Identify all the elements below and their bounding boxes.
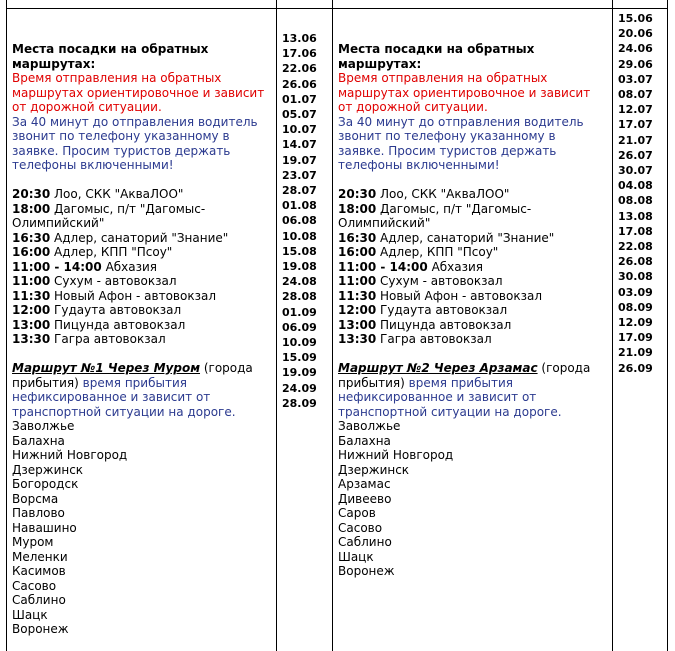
route2-note: время прибытия нефиксированное и зависит от транспортной ситуации на дороге. [338,375,562,419]
city-item: Шацк [12,607,48,622]
route1-dates [282,31,317,411]
date-item: 24.09 [282,381,317,395]
stop-time: 11:00 [338,274,377,288]
stop-time: 16:30 [12,230,51,245]
stop-time: 12:00 [12,303,51,317]
stop-time: 11:00 [12,274,51,288]
date-item: 30.07 [618,164,653,178]
date-item: 19.07 [282,153,317,167]
city-item: Муром [12,535,54,549]
date-item: 01.08 [282,199,317,213]
stop-time: 13:30 [12,332,51,346]
route1-suffix: (города прибытия) [12,361,253,390]
stop-time: 18:00 [338,201,377,216]
city-item: Саблино [12,593,66,607]
stop-place: Абхазия [431,259,484,274]
date-item: 24.06 [618,42,653,56]
stop-place: Адлер, КПП "Псоу" [54,245,173,259]
stop-time: 11:30 [12,288,51,303]
date-item: 12.07 [618,103,653,117]
stop-place: Пицунда автовокзал [380,317,512,332]
stop-time: 12:00 [338,303,377,317]
stop-time: 13:00 [338,317,377,332]
date-item: 12.09 [618,316,653,330]
date-item: 08.09 [618,300,653,314]
boarding-stop [12,202,277,231]
boarding-stop [338,318,603,333]
date-item: 10.09 [282,336,317,350]
date-item: 20.06 [618,27,653,41]
city-item: Балахна [338,433,391,448]
route2-cities [338,419,603,579]
date-item: 26.09 [618,361,653,375]
route1-column [12,42,277,637]
date-item: 26.07 [618,148,653,162]
stop-place: Гудаута автовокзал [54,303,182,317]
city-item: Дзержинск [338,462,410,477]
boarding-title: Места посадки на обратных маршрутах: [12,42,209,71]
stop-place: Гагра автовокзал [380,332,492,346]
boarding-stop [338,274,603,289]
stop-place: Пицунда автовокзал [54,317,186,332]
boarding-stop [12,187,277,202]
date-item: 24.08 [282,275,317,289]
date-item: 28.08 [282,290,317,304]
city-item: Павлово [12,506,65,520]
boarding-stop [338,303,603,318]
boarding-stop [12,303,277,318]
boarding-title-2: Места посадки на обратных маршрутах: [338,42,535,71]
stop-time: 20:30 [12,187,51,201]
date-item: 22.08 [618,240,653,254]
date-item: 03.07 [618,72,653,86]
date-item: 22.06 [282,62,317,76]
date-item: 30.08 [618,270,653,284]
boarding-stops-2 [338,187,603,347]
date-item: 06.09 [282,320,317,334]
stop-time: 18:00 [12,201,51,216]
city-item: Дзержинск [12,462,84,477]
stop-place: Гагра автовокзал [54,332,166,346]
boarding-stop [12,260,277,275]
stop-time: 16:00 [338,245,377,259]
boarding-stop [338,332,603,347]
table-border-col2 [332,0,333,651]
date-item: 10.07 [282,123,317,137]
stop-place: Сухум - автовокзал [54,274,177,288]
city-item: Шацк [338,549,374,564]
route1-title: Маршрут №1 Через Муром [12,361,201,375]
date-item: 14.07 [282,138,317,152]
date-item: 06.08 [282,214,317,228]
boarding-stop [338,289,603,304]
city-item: Балахна [12,433,65,448]
date-item: 26.06 [282,77,317,91]
city-item: Богородск [12,477,79,491]
stop-place: Лоо, СКК "АкваЛОО" [380,187,510,201]
stop-place: Гудаута автовокзал [380,303,508,317]
boarding-stop [338,187,603,202]
date-item: 05.07 [282,108,317,122]
stop-place: Новый Афон - автовокзал [54,288,216,303]
city-item: Сасово [338,520,383,535]
date-item: 08.08 [618,194,653,208]
date-item: 21.09 [618,346,653,360]
city-item: Касимов [12,564,66,578]
stop-time: 13:00 [12,317,51,332]
stop-time: 16:30 [338,230,377,245]
date-item: 28.09 [282,396,317,410]
route1-note: время прибытия нефиксированное и зависит от транспортной ситуации на дороге. [12,375,236,419]
date-item: 08.07 [618,88,653,102]
city-item: Саров [338,506,376,520]
boarding-stop [12,231,277,246]
date-item: 15.06 [618,12,653,25]
date-item: 28.07 [282,184,317,198]
stop-place: Новый Афон - автовокзал [380,288,542,303]
table-border-top [6,8,667,9]
city-item: Нижний Новгород [338,448,454,462]
stop-place: Сухум - автовокзал [380,274,503,288]
stop-place: Адлер, санаторий "Знание" [380,230,555,245]
city-item: Меленки [12,549,68,564]
route2-heading [338,361,603,419]
stop-place: Абхазия [105,259,158,274]
boarding-note-red-2: Время отправления на обратных маршрутах ориентировочное и зависит от дорожной ситуации. [338,71,591,114]
city-item: Арзамас [338,477,391,491]
city-item: Сасово [12,578,57,593]
boarding-stops [12,187,277,347]
route2-title: Маршрут №2 Через Арзамас [338,361,538,375]
city-item: Воронеж [12,622,69,636]
route1-heading [12,361,277,419]
route1-cities [12,419,277,637]
stop-place: Лоо, СКК "АкваЛОО" [54,187,184,201]
stop-time: 11:00 - 14:00 [338,259,428,274]
date-item: 17.09 [618,331,653,345]
table-border-left [6,0,7,651]
route2-column [338,42,603,579]
boarding-note-blue-2: За 40 минут до отправления водитель звонит по телефону указанному в заявке. Просим туристов держать телефоны включенными! [338,114,584,172]
boarding-stop [12,245,277,260]
city-item: Нижний Новгород [12,448,128,462]
stop-place: Дагомыс, п/т "Дагомыс-Олимпийский" [338,201,532,230]
city-item: Саблино [338,535,392,549]
stop-time: 20:30 [338,187,377,201]
date-item: 29.06 [618,57,653,71]
route2-suffix: (города прибытия) [338,361,591,390]
date-item: 15.08 [282,244,317,258]
city-item: Ворсма [12,491,59,506]
date-item: 19.09 [282,366,317,380]
boarding-stop [12,274,277,289]
city-item: Воронеж [338,564,395,578]
date-item: 03.09 [618,285,653,299]
stop-place: Адлер, КПП "Псоу" [380,245,499,259]
date-item: 26.08 [618,255,653,269]
boarding-stop [338,202,603,231]
date-item: 23.07 [282,168,317,182]
city-item: Заволжье [12,419,75,433]
date-item: 13.08 [618,209,653,223]
date-item: 21.07 [618,133,653,147]
date-item: 19.08 [282,260,317,274]
date-item: 01.07 [282,92,317,106]
stop-place: Дагомыс, п/т "Дагомыс-Олимпийский" [12,201,206,230]
date-item: 17.08 [618,224,653,238]
city-item: Дивеево [338,491,392,506]
date-item: 17.06 [282,47,317,61]
route2-dates [618,11,653,376]
stop-place: Адлер, санаторий "Знание" [54,230,229,245]
city-item: Навашино [12,520,77,535]
stop-time: 11:00 - 14:00 [12,259,102,274]
boarding-stop [12,332,277,347]
boarding-note-red: Время отправления на обратных маршрутах ориентировочное и зависит от дорожной ситуации. [12,71,265,114]
date-item: 01.09 [282,305,317,319]
stop-time: 16:00 [12,245,51,259]
city-item: Заволжье [338,419,401,433]
boarding-stop [338,231,603,246]
boarding-note-blue: За 40 минут до отправления водитель звонит по телефону указанному в заявке. Просим туристов держать телефоны включенными! [12,114,258,172]
date-item: 04.08 [618,179,653,193]
table-border-right [667,0,668,651]
boarding-stop [12,318,277,333]
date-item: 17.07 [618,118,653,132]
table-border-col3 [612,0,613,651]
boarding-stop [338,245,603,260]
date-item: 13.06 [282,32,317,45]
boarding-stop [12,289,277,304]
date-item: 10.08 [282,229,317,243]
boarding-stop [338,260,603,275]
date-item: 15.09 [282,351,317,365]
stop-time: 11:30 [338,288,377,303]
stop-time: 13:30 [338,332,377,346]
